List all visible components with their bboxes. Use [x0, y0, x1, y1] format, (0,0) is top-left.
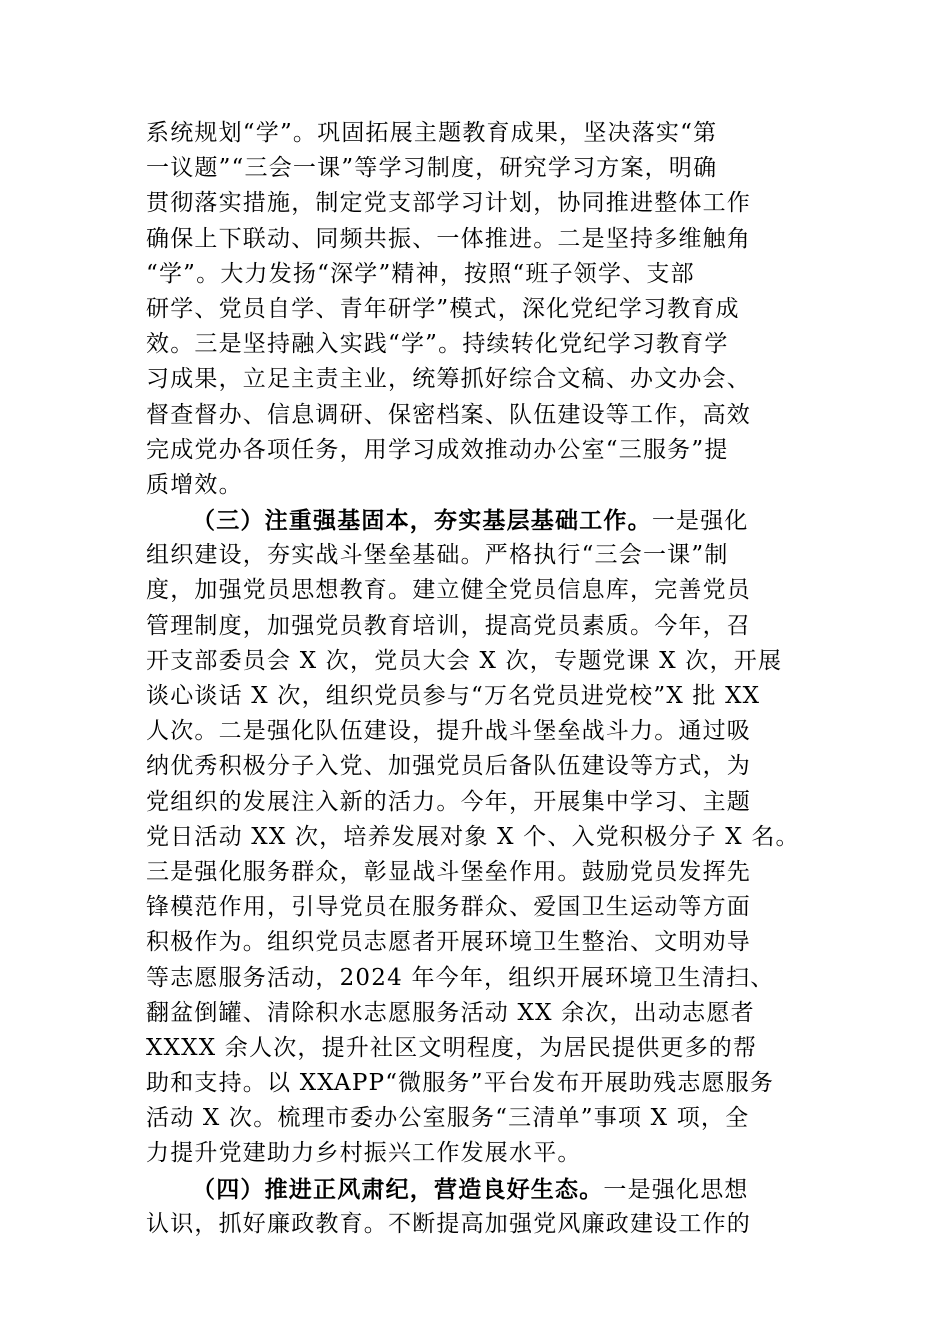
text-line: 认识，抓好廉政教育。不断提高加强党风廉政建设工作的: [146, 1210, 751, 1237]
text-line: 助和支持。以 XXAPP“微服务”平台发布开展助残志愿服务: [146, 1070, 775, 1097]
text-line: 活动 X 次。梳理市委办公室服务“三清单”事项 X 项，全: [146, 1105, 750, 1132]
section-4-heading: （四）推进正风肃纪，营造良好生态。: [192, 1175, 604, 1203]
text-line: 一议题”“三会一课”等学习制度，研究学习方案，明确: [146, 155, 718, 182]
text-line: 党组织的发展注入新的活力。今年，开展集中学习、主题: [146, 788, 751, 815]
text-line: 习成果，立足主责主业，统筹抓好综合文稿、办文办会、: [146, 366, 751, 393]
text-line: 等志愿服务活动，2024 年今年，组织开展环境卫生清扫、: [146, 964, 775, 991]
text-line: 完成党办各项任务，用学习成效推动办公室“三服务”提: [146, 436, 729, 463]
text-line: 质增效。: [146, 471, 243, 498]
text-line: 翻盆倒罐、清除积水志愿服务活动 XX 余次，出动志愿者: [146, 999, 755, 1026]
body-text: [146, 116, 806, 1242]
text-line: 组织建设，夯实战斗堡垒基础。严格执行“三会一课”制: [146, 542, 729, 569]
text-line: “学”。大力发扬“深学”精神，按照“班子领学、支部: [146, 260, 695, 287]
text-line: 确保上下联动、同频共振、一体推进。二是坚持多维触角: [146, 225, 751, 252]
text-line: 党日活动 XX 次，培养发展对象 X 个、入党积极分子 X 名。: [146, 823, 800, 850]
text-line: 纳优秀积极分子入党、加强党员后备队伍建设等方式，为: [146, 753, 751, 780]
section-4-text: 一是强化思想: [603, 1176, 749, 1203]
text-line: 三是强化服务群众，彰显战斗堡垒作用。鼓励党员发挥先: [146, 858, 751, 885]
text-line: 谈心谈话 X 次，组织党员参与“万名党员进党校”X 批 XX: [146, 683, 761, 709]
text-line: 锋模范作用，引导党员在服务群众、爱国卫生运动等方面: [146, 894, 751, 921]
text-line: 力提升党建助力乡村振兴工作发展水平。: [146, 1140, 582, 1167]
text-line: 督查督办、信息调研、保密档案、队伍建设等工作，高效: [146, 401, 751, 428]
section-3-first-line: [146, 503, 806, 538]
text-line: 积极作为。组织党员志愿者开展环境卫生整治、文明劝导: [146, 929, 751, 956]
text-line: 系统规划“学”。巩固拓展主题教育成果，坚决落实“第: [146, 120, 718, 146]
text-line: 人次。二是强化队伍建设，提升战斗堡垒战斗力。通过吸: [146, 718, 751, 745]
section-3-text: 一是强化: [651, 508, 749, 535]
section-3-heading: （三）注重强基固本，夯实基层基础工作。: [192, 507, 652, 535]
text-line: 贯彻落实措施，制定党支部学习计划，协同推进整体工作: [146, 190, 751, 217]
text-line: 效。三是坚持融入实践“学”。持续转化党纪学习教育学: [146, 331, 729, 358]
text-line: 研学、党员自学、青年研学”模式，深化党纪学习教育成: [146, 295, 740, 322]
section-4-first-line: [146, 1172, 806, 1207]
text-line: 度，加强党员思想教育。建立健全党员信息库，完善党员: [146, 577, 751, 604]
text-line: XXXX 余人次，提升社区文明程度，为居民提供更多的帮: [146, 1034, 758, 1061]
text-line: 开支部委员会 X 次，党员大会 X 次，专题党课 X 次，开展: [146, 647, 783, 674]
text-line: 管理制度，加强党员教育培训，提高党员素质。今年，召: [146, 612, 751, 639]
